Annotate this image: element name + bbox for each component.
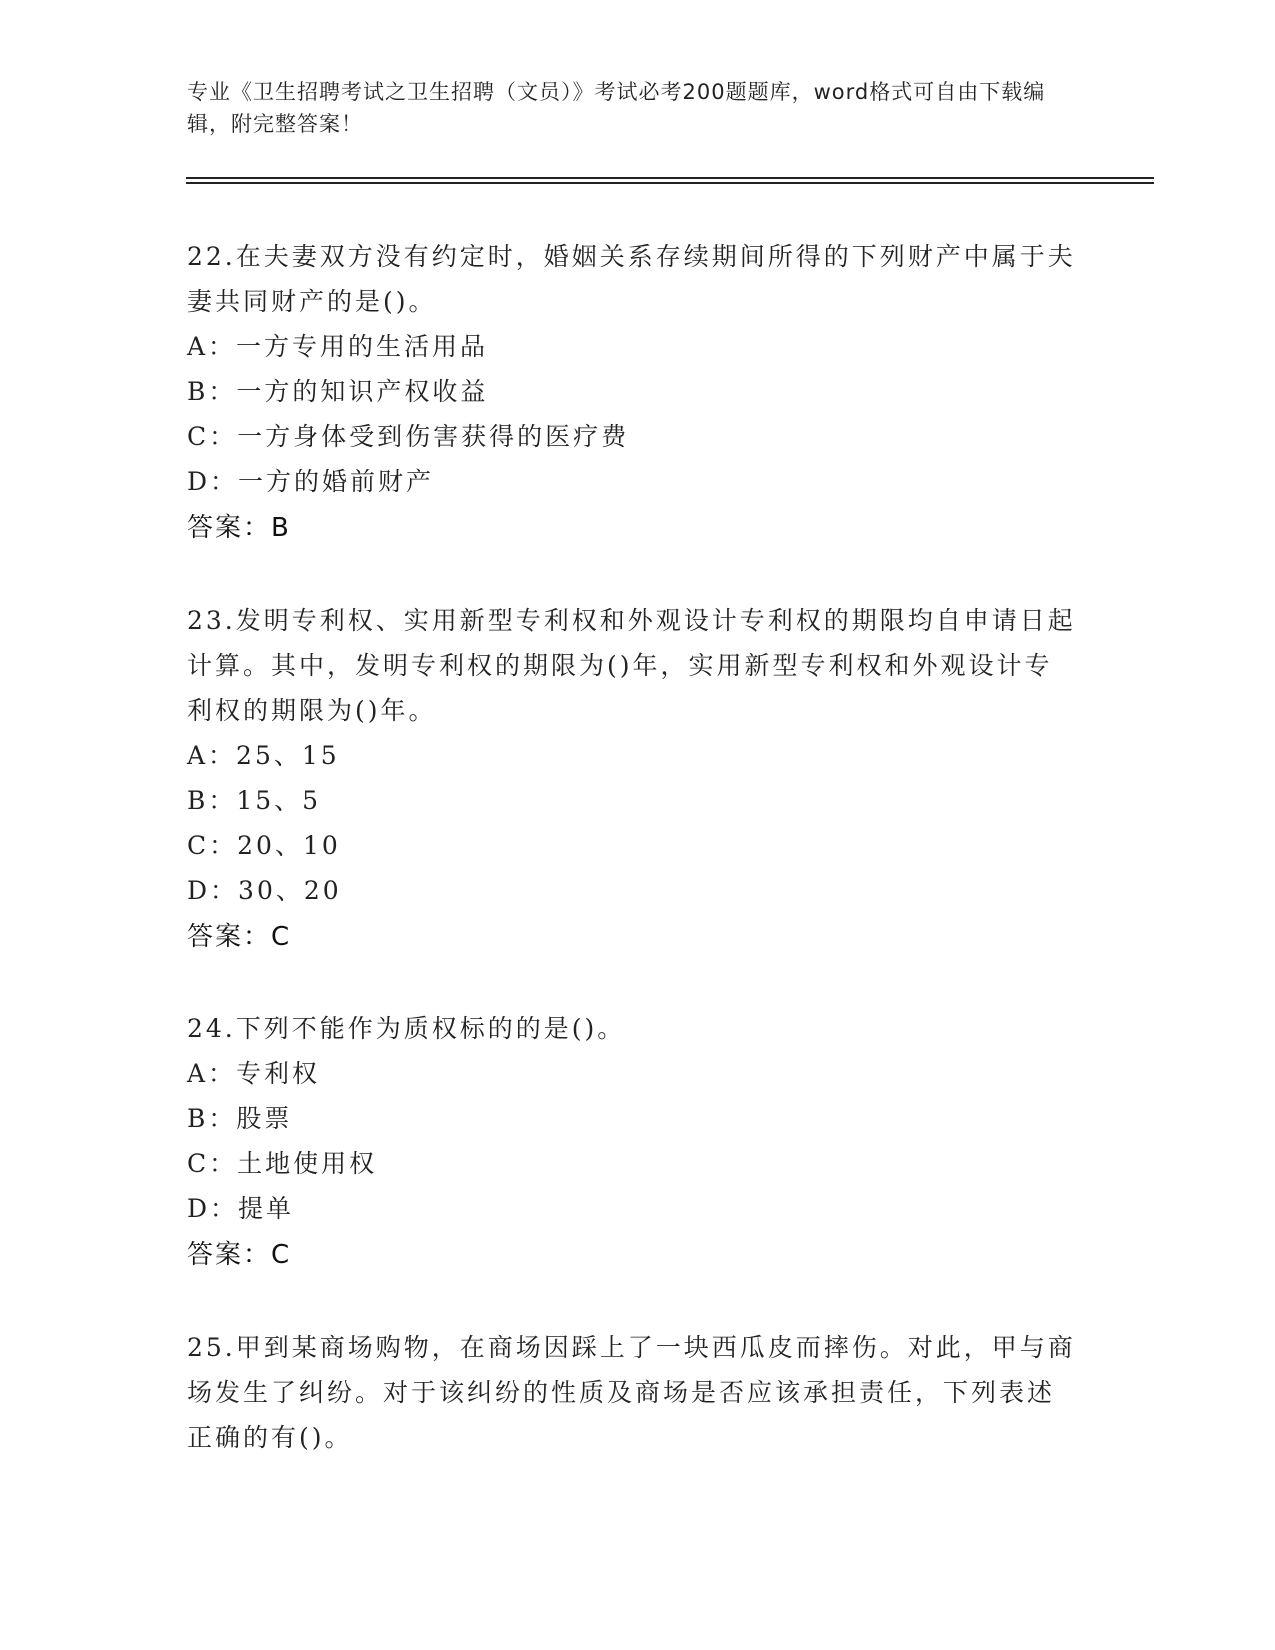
option-b: B：15、5 [187, 786, 322, 815]
question-24 [187, 1006, 1077, 1279]
option-b: B：股票 [187, 1104, 293, 1133]
option-c: C：土地使用权 [187, 1149, 378, 1178]
option-a: A：一方专用的生活用品 [187, 332, 489, 361]
header-divider-top [186, 177, 1154, 179]
option-d: D：提单 [187, 1194, 295, 1223]
option-a: A：专利权 [187, 1059, 321, 1088]
header-divider-bottom [186, 182, 1154, 184]
question-25 [187, 1325, 1077, 1460]
answer: 答案：C [187, 922, 292, 952]
option-c: C：一方身体受到伤害获得的医疗费 [187, 422, 630, 451]
document-header: 专业《卫生招聘考试之卫生招聘（文员）》考试必考200题题库，word格式可自由下载编辑，附完整答案！ [187, 80, 1046, 136]
answer: 答案：C [187, 1240, 292, 1270]
question-stem: 23.发明专利权、实用新型专利权和外观设计专利权的期限均自申请日起计算。其中，发明专利权的期限为()年，实用新型专利权和外观设计专利权的期限为()年。 [187, 606, 1076, 725]
answer: 答案：B [187, 513, 291, 543]
question-stem: 25.甲到某商场购物，在商场因踩上了一块西瓜皮而摔伤。对此，甲与商场发生了纠纷。对于该纠纷的性质及商场是否应该承担责任，下列表述正确的有()。 [187, 1333, 1076, 1452]
option-a: A：25、15 [187, 741, 340, 770]
question-stem: 24.下列不能作为质权标的的是()。 [187, 1014, 626, 1043]
question-stem: 22.在夫妻双方没有约定时，婚姻关系存续期间所得的下列财产中属于夫妻共同财产的是()。 [187, 242, 1076, 316]
question-23 [187, 598, 1077, 961]
question-22 [187, 234, 1077, 552]
option-d: D：一方的婚前财产 [187, 467, 435, 496]
option-c: C：20、10 [187, 831, 341, 860]
option-d: D：30、20 [187, 876, 342, 905]
option-b: B：一方的知识产权收益 [187, 377, 489, 406]
